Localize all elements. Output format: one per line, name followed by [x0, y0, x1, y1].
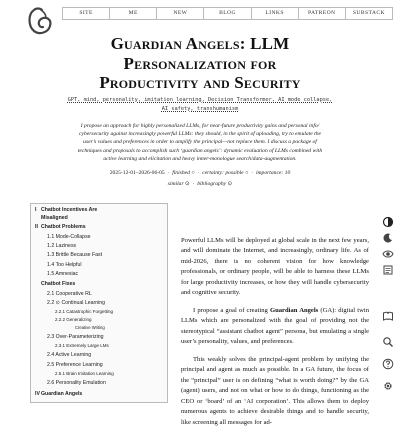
bibliography-icon: ⊙ — [227, 180, 233, 187]
toc-marker-icon: IV — [35, 391, 40, 397]
title-line: Personalization for — [123, 53, 277, 73]
toc-item[interactable]: 1.4 Too Helpful — [47, 262, 82, 268]
page-status[interactable]: finished — [172, 170, 190, 176]
similar-icon: ⊙ — [185, 180, 190, 187]
eye-icon[interactable] — [382, 248, 394, 260]
importance-label: importance: — [255, 170, 284, 176]
toc-item[interactable]: 2.2.1 Catastrophic Forgetting — [55, 309, 114, 314]
toc-item[interactable]: Chatbot Incentives Are — [41, 207, 98, 213]
toc-item[interactable]: 2.2.2 Generalizing — [55, 317, 92, 322]
tags-link-line[interactable]: GPT, mind, personality, imitation learning, Decision Transformer, AI mode collapse, — [67, 97, 333, 103]
toc-item[interactable]: 1.2 Laziness — [47, 243, 77, 249]
toc-item[interactable]: 2.6 Personality Emulation — [47, 380, 106, 386]
status-circle-icon: ○ — [191, 170, 195, 176]
bibliography-link[interactable]: bibliography — [197, 180, 227, 187]
paragraph: This weakly solves the principal-agent problem by unifying the principal and agent as much as possible. In a GA future, the focus of the “principal” user is on defining “what is worth doing?” by the GA (agent) users, and not on what or how to do things, functioning as the CEO or ‘board’ of an ‘AI corporation’. This allows them to deploy numerous agents to achieve desirable things and to handle security, like screening all messages for ad- — [181, 356, 369, 426]
abstract-line: active learning and elicitation and heavy inner-monologue search/data-augmentation. — [103, 155, 297, 162]
page-abstract — [44, 122, 356, 163]
page-dates[interactable]: 2025-12-01–2026-06-05 — [109, 170, 165, 176]
title-line: Productivity and Security — [99, 73, 301, 92]
tags-link-line[interactable]: AI safety, transhumanism — [161, 106, 239, 112]
nav-blog[interactable]: BLOG — [204, 8, 251, 19]
dark-mode-icon[interactable] — [382, 232, 394, 244]
toc-marker-icon: II — [35, 224, 38, 230]
toc-item[interactable]: 1.3 Brittle Because Fast — [47, 252, 103, 258]
theme-icon[interactable] — [382, 216, 394, 228]
certainty-label: certainty: — [202, 170, 224, 176]
toc-item[interactable]: 1.5 Amnesiac — [47, 271, 79, 277]
gear-icon[interactable] — [382, 380, 394, 392]
toc-item[interactable]: Chatbot Problems — [41, 224, 86, 230]
toc-item[interactable]: 1.1 Mode-Collapse — [47, 234, 91, 240]
top-nav — [62, 7, 393, 20]
abstract-line: user’s values and preferences in order to amplify the principal—not replace them. I discuss a package of — [83, 139, 317, 146]
gwern-logo-icon[interactable] — [26, 6, 54, 36]
abstract-line: I propose an approach for highly personalized LLMs, for near-future productivity gains and personal info/ — [80, 123, 320, 129]
toc-item[interactable]: 2.5 Preference Learning — [47, 362, 103, 368]
toc-item[interactable]: 2.4 Active Learning — [47, 352, 92, 358]
nav-links[interactable]: LINKS — [252, 8, 299, 19]
toc-item[interactable]: Misaligned — [41, 215, 68, 221]
certainty-icon: ○ — [245, 170, 249, 176]
paragraph: Powerful LLMs will be deployed at global scale in the next few years, and will dominate the Internet, and increasingly, ordinary life. As of mid-2026, there is no coherent vision for how knowledge professionals, or ordinary people, will be able to harness these LLMs for large productivity increases, or how they will handle cybersecurity and cognitive security. — [181, 237, 369, 297]
paragraph: I propose a goal of creating Guardian Angels (GA): digital twin LLMs which are personalized with the goal of providing not the stereotypical “assistant chatbot agent” persona, but emulating a single user’s personality, values, and preferences. — [181, 306, 369, 346]
book-icon[interactable] — [382, 310, 394, 322]
term-guardian-angels: Guardian Angels — [269, 306, 319, 314]
article-body — [181, 236, 369, 435]
toc-item[interactable]: 2.3 Over-Parameterizing — [47, 334, 104, 340]
toc-item[interactable]: 2.2 ⊙ Continual Learning — [47, 300, 106, 306]
page-metadata: 2025-12-01–2026-06-05 · finished ○ · certainty: possible ○ · importance: 10 similar ⊙ · bibliography ⊙ — [109, 170, 291, 187]
toc-item[interactable]: Chatbot Fixes — [41, 281, 76, 287]
toc-item[interactable]: 2.1 Cooperative RL — [47, 291, 92, 297]
toc-item[interactable]: 2.3.1 Extremely Large LMs — [55, 343, 109, 348]
toc-item[interactable]: Creative Writing — [75, 325, 105, 330]
nav-site[interactable]: SITE — [63, 8, 110, 19]
abstract-line: techniques and proposals to accomplish such ‘guardian angels’: dynamic evaluation of LLMs combined with — [77, 147, 323, 154]
page-importance[interactable]: 10 — [284, 170, 291, 176]
nav-patreon[interactable]: PATREON — [299, 8, 346, 19]
similar-link[interactable]: similar — [167, 180, 184, 187]
toc-section-icon: ⊙ — [55, 300, 61, 306]
page-title — [40, 34, 360, 93]
toc-marker-icon: I — [35, 207, 37, 213]
reader-mode-icon[interactable] — [382, 264, 394, 276]
toc-item[interactable]: Guardian Angels — [41, 391, 83, 397]
abstract-line: cybersecurity against increasingly powerful LLMs: they should, in the spirit of uploading, try to emulate the — [78, 131, 321, 138]
nav-new[interactable]: NEW — [157, 8, 204, 19]
tag-list — [60, 96, 340, 114]
help-icon[interactable] — [382, 358, 394, 370]
nav-me[interactable]: ME — [110, 8, 157, 19]
toc-item[interactable]: 2.5.1 Brain Imitation Learning — [55, 371, 114, 376]
table-of-contents — [30, 203, 168, 403]
page-certainty[interactable]: possible — [225, 170, 244, 176]
title-line: Guardian Angels: LLM — [110, 34, 290, 53]
nav-substack[interactable]: SUBSTACK — [352, 10, 385, 16]
search-icon[interactable] — [382, 336, 394, 348]
